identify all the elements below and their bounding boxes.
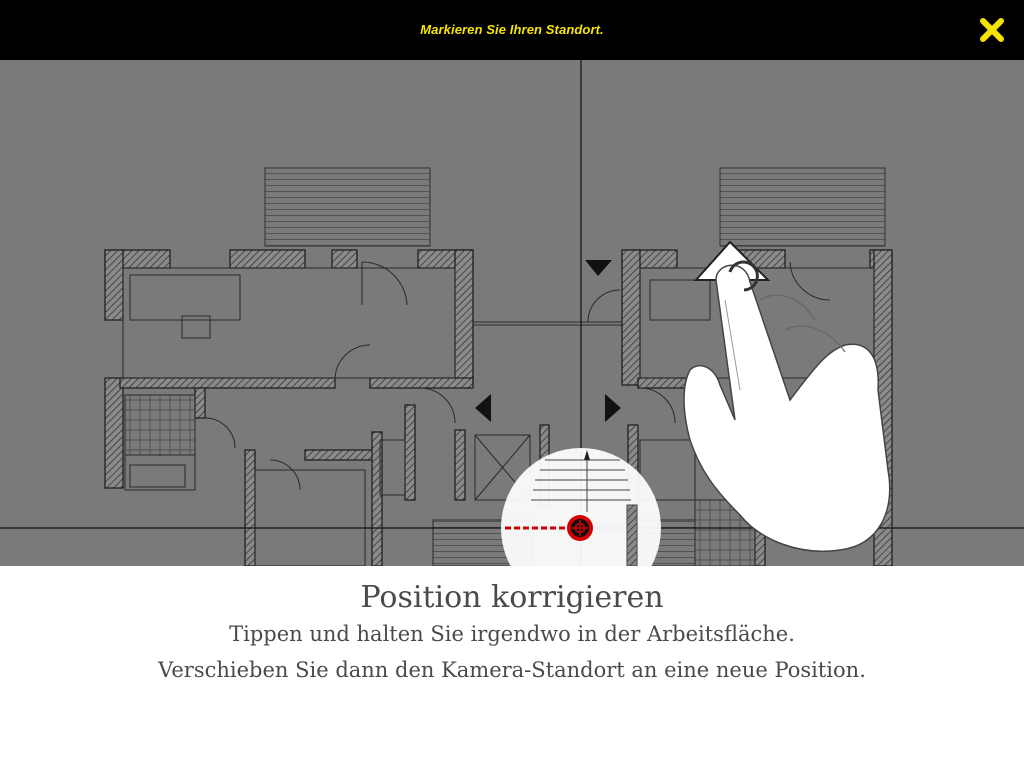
hint-panel — [0, 566, 1024, 768]
arrow-left-icon — [475, 394, 491, 422]
floor-plan-workspace[interactable] — [0, 60, 1024, 566]
top-bar — [0, 0, 1024, 60]
floor-plan — [0, 60, 1024, 566]
close-x-icon — [979, 17, 1005, 43]
hint-title: Position korrigieren — [360, 580, 664, 615]
hint-instruction-1: Tippen und halten Sie irgendwo in der Arbeitsfläche. — [229, 622, 795, 646]
close-button[interactable] — [976, 14, 1008, 46]
hint-instruction-2: Verschieben Sie dann den Kamera-Standort an eine neue Position. — [158, 658, 866, 682]
page-title: Markieren Sie Ihren Standort. — [420, 22, 604, 37]
arrow-up-icon — [585, 260, 612, 276]
arrow-right-icon — [605, 394, 621, 422]
camera-location-marker-icon[interactable] — [567, 515, 593, 541]
